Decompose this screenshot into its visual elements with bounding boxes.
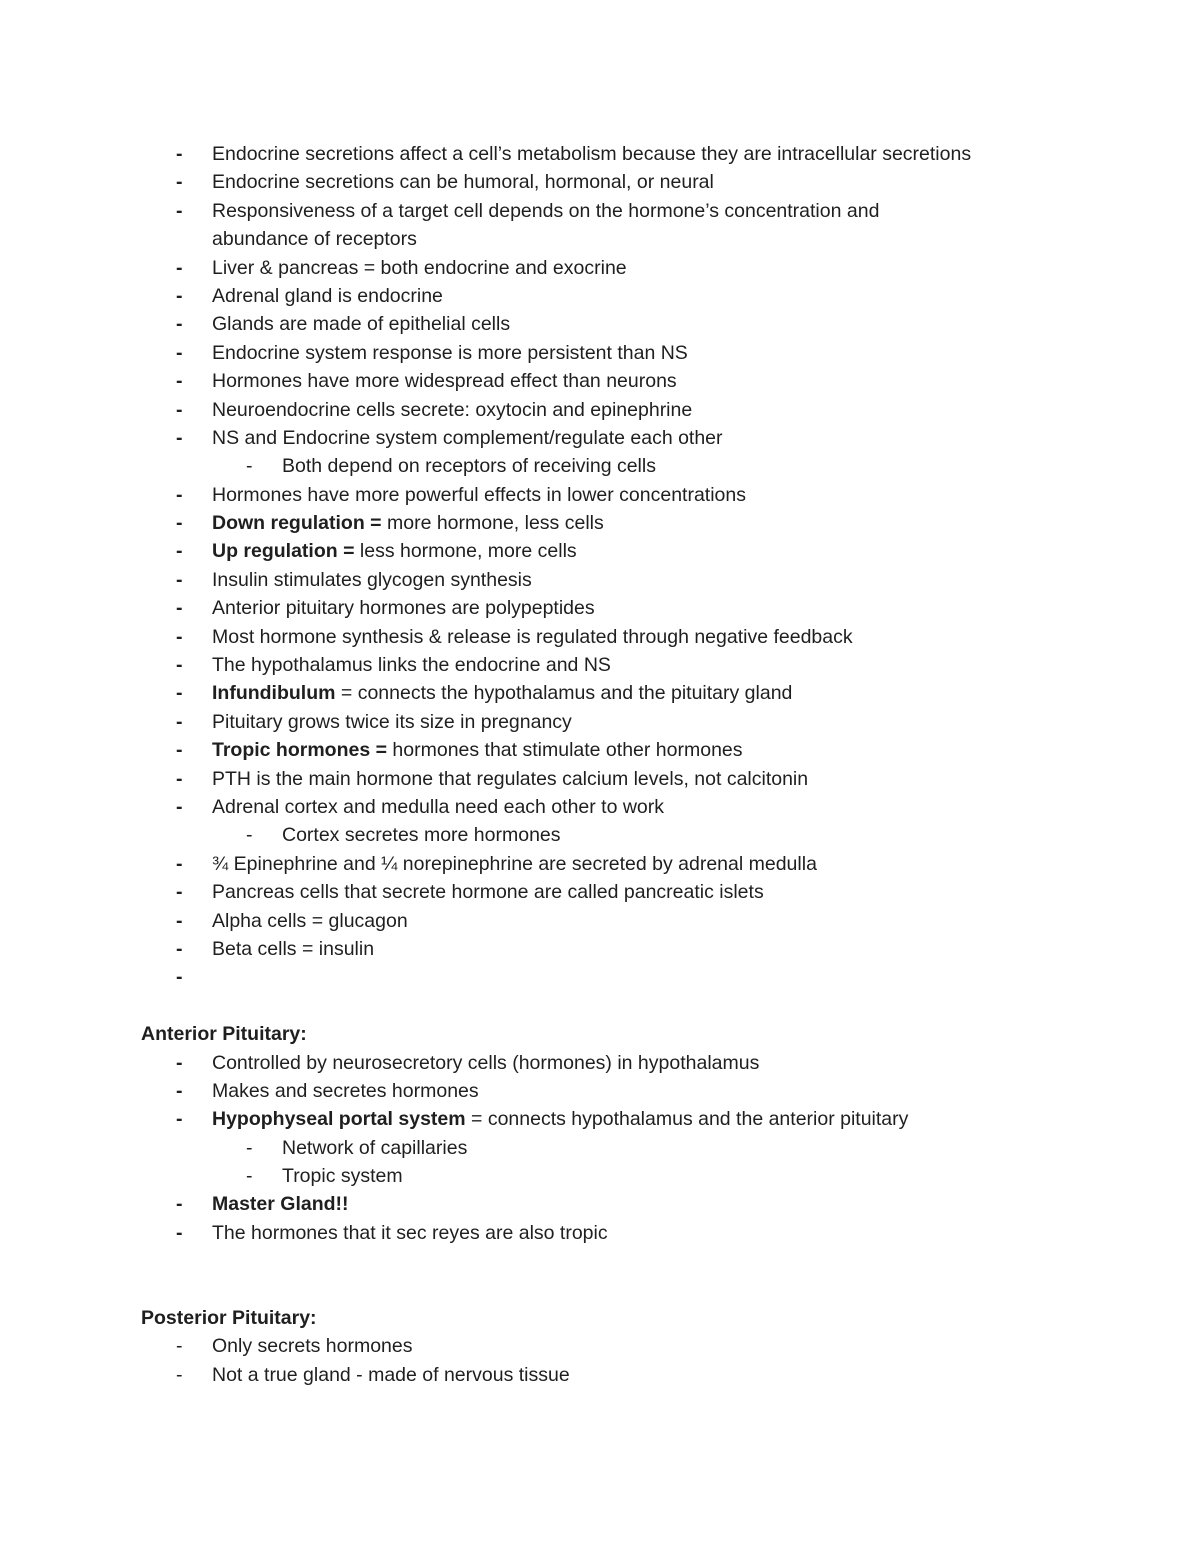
term-bold: Tropic hormones = bbox=[212, 739, 387, 762]
term-bold: Down regulation = bbox=[212, 512, 382, 535]
bullet: - bbox=[176, 1051, 183, 1074]
list-item bbox=[0, 282, 1200, 310]
list-item-text: Endocrine secretions affect a cell’s metabolism because they are intracellular secretions bbox=[212, 143, 972, 165]
list-item-text: The hypothalamus links the endocrine and NS bbox=[212, 654, 611, 677]
sub-bullet: - bbox=[246, 824, 253, 847]
sub-bullet: - bbox=[246, 1165, 253, 1188]
list-item bbox=[0, 310, 1200, 338]
bullet: - bbox=[176, 370, 183, 393]
list-item bbox=[0, 907, 1200, 935]
definition: more hormone, less cells bbox=[381, 512, 604, 535]
bullet: - bbox=[176, 313, 183, 336]
list-item-text: Master Gland!! bbox=[212, 1193, 349, 1216]
list-item-text bbox=[212, 679, 972, 707]
bullet: - bbox=[176, 483, 183, 506]
list-item bbox=[0, 765, 1200, 793]
bullet: - bbox=[176, 540, 183, 563]
list-item bbox=[0, 708, 1200, 736]
list-item bbox=[0, 1077, 1200, 1105]
list-item-text: Endocrine system response is more persistent than NS bbox=[212, 341, 688, 364]
list-item-text: Hormones have more powerful effects in lower concentrations bbox=[212, 483, 746, 506]
list-item-text: Beta cells = insulin bbox=[212, 937, 375, 960]
list-item bbox=[0, 1332, 1200, 1360]
sub-list-item-text: Tropic system bbox=[282, 1165, 403, 1188]
list-item bbox=[0, 254, 1200, 282]
definition: less hormone, more cells bbox=[354, 540, 577, 563]
list-item bbox=[0, 1105, 1200, 1133]
bullet: - bbox=[176, 171, 183, 194]
sub-list-item bbox=[0, 1162, 1200, 1190]
sub-bullet: - bbox=[246, 1136, 253, 1159]
list-item bbox=[0, 679, 1200, 707]
definition: hormones that stimulate other hormones bbox=[387, 739, 743, 762]
list-item-text bbox=[212, 509, 972, 537]
list-item bbox=[0, 963, 1200, 991]
list-item bbox=[0, 594, 1200, 622]
list-item-text: Insulin stimulates glycogen synthesis bbox=[212, 568, 532, 591]
bullet: - bbox=[176, 568, 183, 591]
list-item-text bbox=[212, 1105, 972, 1133]
definition: = connects hypothalamus and the anterior pituitary bbox=[465, 1108, 909, 1131]
bullet: - bbox=[176, 1193, 183, 1216]
spacer bbox=[0, 992, 1200, 1020]
list-item-text: Alpha cells = glucagon bbox=[212, 909, 408, 932]
bullet: - bbox=[176, 682, 183, 705]
list-item-text: Controlled by neurosecretory cells (hormones) in hypothalamus bbox=[212, 1051, 760, 1074]
term-bold: Up regulation = bbox=[212, 540, 355, 563]
list-item bbox=[0, 1190, 1200, 1218]
list-item bbox=[0, 537, 1200, 565]
list-item-text: Makes and secretes hormones bbox=[212, 1079, 479, 1102]
list-item-text: Most hormone synthesis & release is regulated through negative feedback bbox=[212, 625, 853, 648]
list-item bbox=[0, 481, 1200, 509]
bullet: - bbox=[176, 256, 183, 279]
sub-list-item-text: Cortex secretes more hormones bbox=[282, 824, 561, 847]
section-heading-posterior bbox=[0, 1304, 1200, 1332]
list-item-text bbox=[212, 736, 972, 764]
section-heading: Posterior Pituitary: bbox=[141, 1307, 317, 1330]
bullet: - bbox=[176, 1221, 183, 1244]
sub-list-item bbox=[0, 821, 1200, 849]
list-item bbox=[0, 623, 1200, 651]
sub-list-item bbox=[0, 452, 1200, 480]
list-item-text: ¾ Epinephrine and ¼ norepinephrine are secreted by adrenal medulla bbox=[212, 852, 817, 875]
sub-list-item-text: Network of capillaries bbox=[282, 1136, 468, 1159]
list-item bbox=[0, 1219, 1200, 1247]
list-item bbox=[0, 878, 1200, 906]
bullet: - bbox=[176, 852, 183, 875]
bullet: - bbox=[176, 398, 183, 421]
bullet: - bbox=[176, 739, 183, 762]
list-item-text: Adrenal cortex and medulla need each other to work bbox=[212, 796, 665, 818]
list-item bbox=[0, 736, 1200, 764]
bullet: - bbox=[176, 341, 183, 364]
bullet: - bbox=[176, 767, 183, 790]
notes-page bbox=[0, 140, 1200, 1389]
bullet: - bbox=[176, 796, 183, 818]
list-item bbox=[0, 168, 1200, 196]
list-item-text: Only secrets hormones bbox=[212, 1335, 413, 1358]
bullet: - bbox=[176, 937, 183, 960]
bullet: - bbox=[176, 199, 183, 222]
bullet: - bbox=[176, 1108, 183, 1131]
list-item bbox=[0, 566, 1200, 594]
list-item-text: Neuroendocrine cells secrete: oxytocin and epinephrine bbox=[212, 398, 693, 421]
bullet: - bbox=[176, 966, 183, 989]
list-item bbox=[0, 509, 1200, 537]
list-item-text: Pituitary grows twice its size in pregnancy bbox=[212, 710, 572, 733]
spacer bbox=[0, 1247, 1200, 1304]
section-heading-anterior bbox=[0, 1020, 1200, 1048]
term-bold: Infundibulum bbox=[212, 682, 336, 705]
list-item-text: Liver & pancreas = both endocrine and exocrine bbox=[212, 256, 627, 279]
sub-bullet: - bbox=[246, 455, 253, 478]
bullet: - bbox=[176, 143, 183, 165]
list-item-text: Adrenal gland is endocrine bbox=[212, 284, 443, 307]
list-item bbox=[0, 793, 1200, 821]
list-item bbox=[0, 140, 1200, 168]
bullet: - bbox=[176, 512, 183, 535]
section-heading: Anterior Pituitary: bbox=[141, 1023, 307, 1046]
list-item bbox=[0, 396, 1200, 424]
bullet: - bbox=[176, 1363, 183, 1386]
list-item-text: Glands are made of epithelial cells bbox=[212, 313, 511, 336]
list-item-text bbox=[212, 537, 972, 565]
bullet: - bbox=[176, 654, 183, 677]
sub-list-item bbox=[0, 1134, 1200, 1162]
bullet: - bbox=[176, 284, 183, 307]
list-item-text: Responsiveness of a target cell depends on the hormone’s concentration and abundance of receptors bbox=[212, 199, 880, 251]
bullet: - bbox=[176, 426, 183, 449]
definition: = connects the hypothalamus and the pituitary gland bbox=[335, 682, 793, 705]
sub-list-item-text: Both depend on receptors of receiving cells bbox=[282, 455, 656, 478]
list-item-text: Anterior pituitary hormones are polypeptides bbox=[212, 597, 595, 620]
bullet: - bbox=[176, 909, 183, 932]
list-item-text: Hormones have more widespread effect than neurons bbox=[212, 370, 677, 393]
list-item-text: The hormones that it sec reyes are also tropic bbox=[212, 1221, 608, 1244]
list-item bbox=[0, 197, 1200, 254]
list-item bbox=[0, 850, 1200, 878]
list-item bbox=[0, 1361, 1200, 1389]
bullet: - bbox=[176, 597, 183, 620]
list-item bbox=[0, 339, 1200, 367]
list-item bbox=[0, 1049, 1200, 1077]
list-item-text: Pancreas cells that secrete hormone are called pancreatic islets bbox=[212, 881, 764, 904]
bullet: - bbox=[176, 1335, 183, 1358]
list-item bbox=[0, 424, 1200, 452]
list-item-text: Endocrine secretions can be humoral, hormonal, or neural bbox=[212, 171, 714, 194]
list-item-text: PTH is the main hormone that regulates calcium levels, not calcitonin bbox=[212, 767, 809, 790]
term-bold: Hypophyseal portal system bbox=[212, 1108, 466, 1131]
list-item bbox=[0, 367, 1200, 395]
bullet: - bbox=[176, 1079, 183, 1102]
bullet: - bbox=[176, 881, 183, 904]
bullet: - bbox=[176, 625, 183, 648]
bullet: - bbox=[176, 710, 183, 733]
list-item bbox=[0, 651, 1200, 679]
list-item-text: NS and Endocrine system complement/regulate each other bbox=[212, 426, 723, 449]
list-item bbox=[0, 935, 1200, 963]
list-item-text: Not a true gland - made of nervous tissue bbox=[212, 1363, 570, 1386]
